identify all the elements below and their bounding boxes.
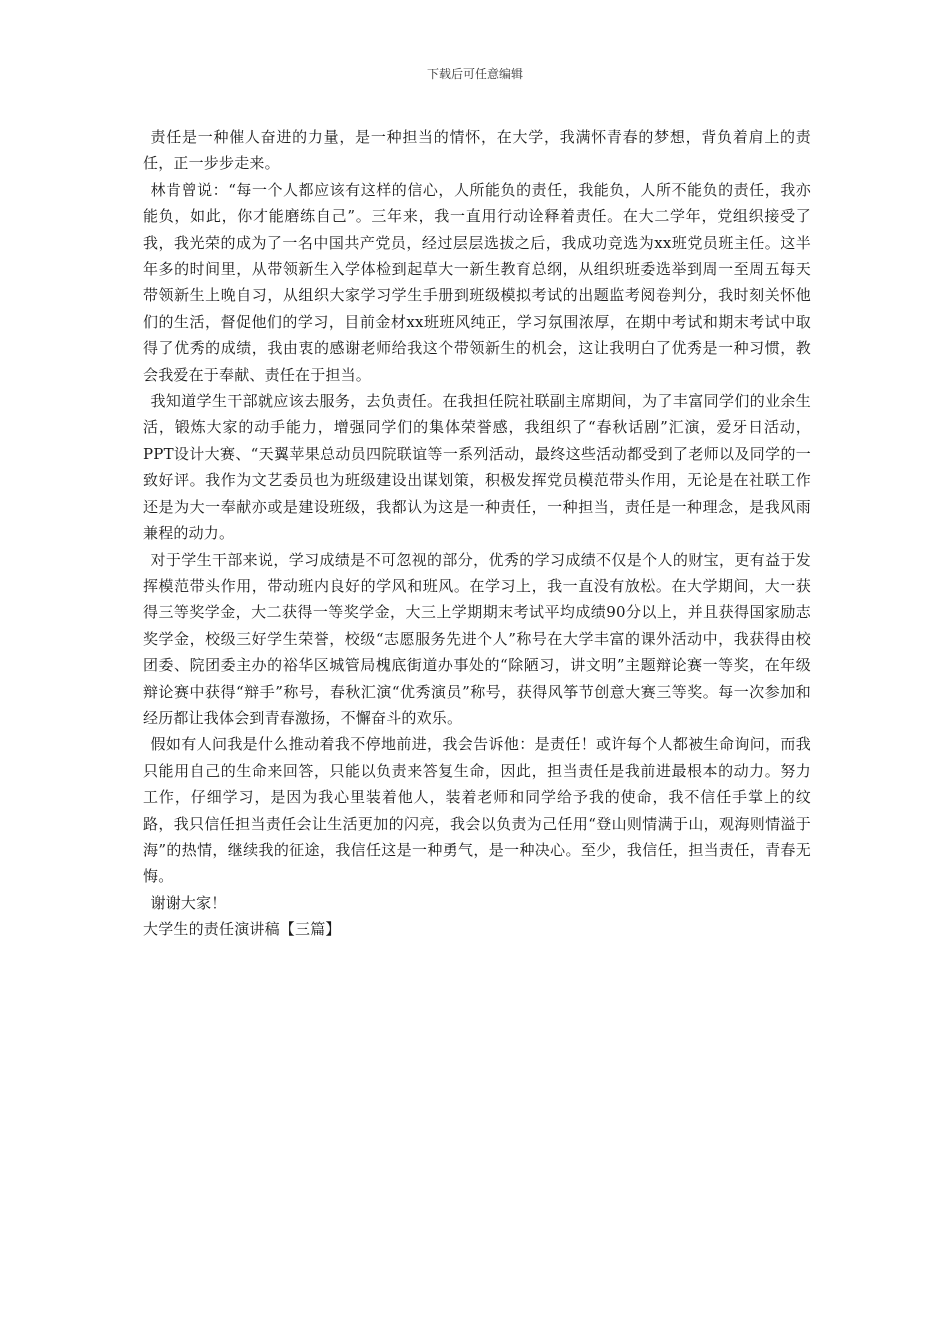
paragraph-1: 责任是一种催人奋进的力量，是一种担当的情怀，在大学，我满怀青春的梦想，背负着肩上的责任，正一步步走来。 <box>143 128 811 173</box>
paragraph-3: 我知道学生干部就应该去服务，去负责任。在我担任院社联副主席期间，为了丰富同学们的业余生活，锻炼大家的动手能力，增强同学们的集体荣誉感，我组织了“春秋话剧”汇演，爱牙日活动，PPT设计大赛、“天翼苹果总动员四院联谊等一系列活动，最终这些活动都受到了老师以及同学的一致好评。我作为文艺委员也为班级建设出谋划策，积极发挥党员模范带头作用，无论是在社联工作还是为大一奉献亦或是建设班级，我都认为这是一种责任，一种担当，责任是一种理念，是我风雨兼程的动力。 <box>143 392 811 543</box>
page-header-note: 下载后可任意编辑 <box>426 67 523 81</box>
paragraph-5: 假如有人问我是什么推动着我不停地前进，我会告诉他：是责任！或许每个人都被生命询问，而我只能用自己的生命来回答，只能以负责来答复生命，因此，担当责任是我前进最根本的动力。努力工作，仔细学习，是因为我心里装着他人，装着老师和同学给予我的使命，我不信任手掌上的纹路，我只信任担当责任会让生活更加的闪亮，我会以负责为己任用“登山则情满于山，观海则情溢于海”的热情，继续我的征途，我信任这是一种勇气，是一种决心。至少，我信任，担当责任，青春无悔。 <box>143 735 811 886</box>
paragraph-4: 对于学生干部来说，学习成绩是不可忽视的部分，优秀的学习成绩不仅是个人的财宝，更有益于发挥模范带头作用，带动班内良好的学风和班风。在学习上，我一直没有放松。在大学期间，大一获得三等奖学金，大二获得一等奖学金，大三上学期期末考试平均成绩90分以上，并且获得国家励志奖学金，校级三好学生荣誉，校级“志愿服务先进个人”称号在大学丰富的课外活动中，我获得由校团委、院团委主办的裕华区城管局槐底街道办事处的“除陋习，讲文明”主题辩论赛一等奖，在年级辩论赛中获得“辩手”称号，春秋汇演“优秀演员”称号，获得风筝节创意大赛三等奖。每一次参加和经历都让我体会到青春激扬，不懈奋斗的欢乐。 <box>143 550 811 727</box>
next-document-title: 大学生的责任演讲稿【三篇】 <box>143 920 341 939</box>
closing-line: 谢谢大家！ <box>150 893 227 912</box>
paragraph-2: 林肯曾说：“每一个人都应该有这样的信心，人所能负的责任，我能负，人所不能负的责任，我亦能负，如此，你才能磨练自己”。三年来，我一直用行动诠释着责任。在大二学年，党组织接受了我，我光荣的成为了一名中国共产党员，经过层层选拔之后，我成功竞选为xx班党员班主任。这半年多的时间里，从带领新生入学体检到起草大一新生教育总纲，从组织班委选举到周一至周五每天带领新生上晚自习，从组织大家学习学生手册到班级模拟考试的出题监考阅卷判分，我时刻关怀他们的生活，督促他们的学习，目前金材xx班班风纯正，学习氛围浓厚，在期中考试和期末考试中取得了优秀的成绩，我由衷的感谢老师给我这个带领新生的机会，这让我明白了优秀是一种习惯，教会我爱在于奉献、责任在于担当。 <box>143 180 811 384</box>
document-body <box>143 124 811 943</box>
